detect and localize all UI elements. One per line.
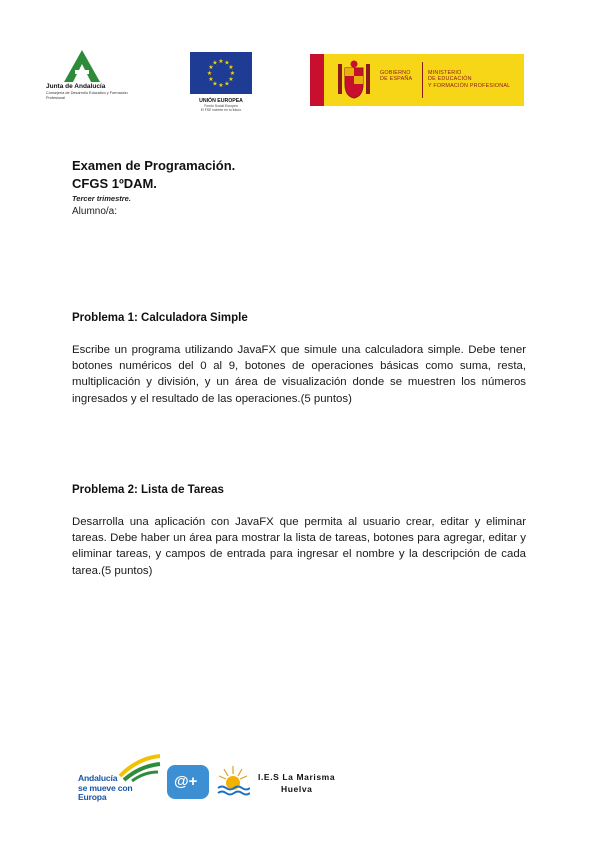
andalucia-europa-logo <box>78 754 160 803</box>
junta-dept: Consejería de Desarrollo Educativo y Formación Profesional <box>46 91 128 100</box>
svg-text:★: ★ <box>208 76 214 83</box>
eu-logo <box>188 52 254 120</box>
problem-1-body: Escribe un programa utilizando JavaFX que simule una calculadora simple. Debe tener botones numéricos del 0 al 9, botones de operaciones básicas como suma, resta, multiplicación y división, y un área de visualización donde se muestren los números ingresados y el resultado de las operaciones.(5 puntos) <box>72 344 526 405</box>
ministerio-text: MINISTERIO DE EDUCACIÓN Y FORMACIÓN PROFESIONAL <box>428 70 511 89</box>
junta-andalucia-logo <box>46 50 128 110</box>
svg-text:★: ★ <box>212 59 218 67</box>
svg-text:★: ★ <box>229 70 236 77</box>
svg-text:★: ★ <box>218 58 224 65</box>
svg-text:★: ★ <box>228 76 234 83</box>
andalucia-text: Andalucía <box>78 773 118 783</box>
eu-fund: Fondo Social Europeo <box>204 104 238 108</box>
coat-of-arms-icon <box>336 60 372 100</box>
gobierno-text: GOBIERNO DE ESPAÑA <box>380 70 413 83</box>
problem-2-body: Desarrolla una aplicación con JavaFX que permita al usuario crear, editar y eliminar tareas. Debe haber un área para mostrar la lista de tareas, botones para agregar, editar y eliminar tareas, y campos de entrada para ingresar el nombre y la descripción de cada tarea.(5 puntos) <box>72 516 526 577</box>
svg-text:★: ★ <box>228 64 234 71</box>
school-name: I.E.S La Marisma <box>258 772 336 782</box>
junta-name: Junta de Andalucía <box>46 83 106 90</box>
exam-title: Examen de Programación. <box>72 158 236 173</box>
student-label: Alumno/a: <box>72 206 118 217</box>
europa-text: se mueve con Europa <box>78 782 133 803</box>
divider <box>422 62 423 98</box>
svg-text:★: ★ <box>212 80 218 88</box>
term-label: Tercer trimestre. <box>72 194 131 203</box>
eu-slogan: El FSE invierte en tu futuro <box>200 108 242 112</box>
ies-sun-icon <box>216 764 250 798</box>
atic-text: @+ <box>174 773 198 790</box>
svg-text:★: ★ <box>206 70 213 77</box>
problem-2-title: Problema 2: Lista de Tareas <box>72 484 224 496</box>
svg-text:★: ★ <box>224 80 230 88</box>
course-title: CFGS 1ºDAM. <box>72 176 157 191</box>
svg-text:★: ★ <box>208 64 214 71</box>
eu-name: UNIÓN EUROPEA <box>199 98 243 104</box>
school-city: Huelva <box>281 784 313 794</box>
eu-flag-icon <box>190 52 252 94</box>
svg-text:★: ★ <box>224 59 230 67</box>
svg-text:★: ★ <box>218 82 224 89</box>
junta-a-icon <box>64 50 100 82</box>
problem-1-title: Problema 1: Calculadora Simple <box>72 312 248 324</box>
gobierno-espana-logo <box>310 54 524 106</box>
atic-logo <box>167 765 209 799</box>
